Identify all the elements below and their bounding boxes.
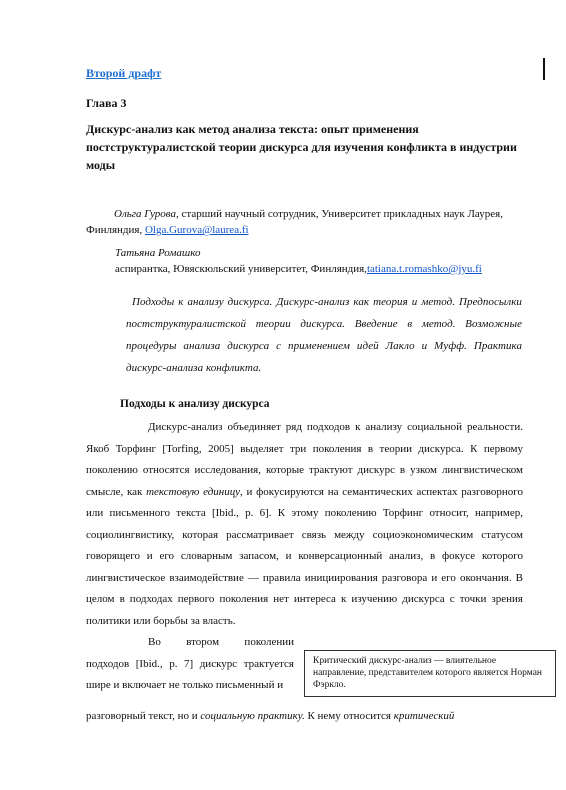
author-2-email-link[interactable]: tatiana.t.romashko@jyu.fi bbox=[366, 263, 482, 275]
paragraph-2-italic-b: критический bbox=[393, 710, 455, 722]
paragraph-2-italic-a: социальную практику. bbox=[200, 710, 305, 722]
chapter-heading: Глава 3 bbox=[86, 96, 127, 110]
paragraph-2-continued bbox=[86, 706, 523, 728]
paragraph-1-text-a: Дискурс-анализ объединяет ряд подходов к анализу социальной реальности. Якоб Торфинг [Torfing, 2005] выделяет три поколения в теории дискурса. К первому поколению относятся исследования, которые трактуют дискурс в узком лингвистическом смысле, как bbox=[86, 421, 523, 498]
comment-box[interactable]: Критический дискурс-анализ — влиятельное направление, представителем которого является Норман Фэркло. bbox=[304, 650, 556, 697]
text-cursor bbox=[543, 58, 545, 80]
chapter-abstract: Подходы к анализу дискурса. Дискурс-анализ как теория и метод. Предпосылки постструктуралистской теории дискурса. Введение в метод. Возможные процедуры анализа дискурса с применением идей Лакло и Муфф. Практика дискурс-анализа конфликта. bbox=[126, 296, 522, 374]
paragraph-1-text-b: , и фокусируются на семантических аспектах разговорного или письменного текста [Ibid., p. 6]. К этому поколению Торфинг относит, например, социолингвистику, которая рассматривает связь между социоэкономическим статусом говорящего и его словарным запасом, и конверсационный анализ, в фокусе которого лингвистическое взаимодействие — правила инициирования разговора и его окончания. В целом в подходах первого поколения нет интереса к изучению дискурса с точки зрения политики или борьбы за власть. bbox=[86, 485, 523, 627]
paragraph-2-text-b: К нему относится bbox=[304, 710, 394, 722]
paragraph-2-start: Во втором поколении подходов [Ibid., p. 7] дискурс трактуется шире и включает не только письменный и bbox=[86, 636, 294, 691]
author-1-affiliation: старший научный сотрудник, Университет прикладных наук Лаурея, Финляндия, bbox=[86, 208, 503, 236]
author-2 bbox=[115, 263, 482, 275]
author-2-affiliation: аспирантка, Ювяскюльский университет, Финляндия, bbox=[115, 263, 367, 275]
author-1-name: Ольга Гурова, bbox=[114, 208, 179, 220]
author-1-email-link[interactable]: Olga.Gurova@laurea.fi bbox=[144, 224, 249, 236]
author-1 bbox=[86, 206, 526, 238]
author-2-name: Татьяна Ромашко bbox=[115, 247, 201, 259]
draft-link[interactable]: Второй драфт bbox=[86, 66, 162, 80]
paragraph-2-text-a: разговорный текст, но и bbox=[86, 710, 201, 722]
section-heading: Подходы к анализу дискурса bbox=[120, 398, 270, 410]
paragraph-1-italic: текстовую единицу bbox=[146, 485, 240, 498]
chapter-title: Дискурс-анализ как метод анализа текста: опыт применения постструктуралистской теории дискурса для изучения конфликта в индустрии моды bbox=[86, 122, 517, 172]
paragraph-1 bbox=[86, 417, 523, 632]
